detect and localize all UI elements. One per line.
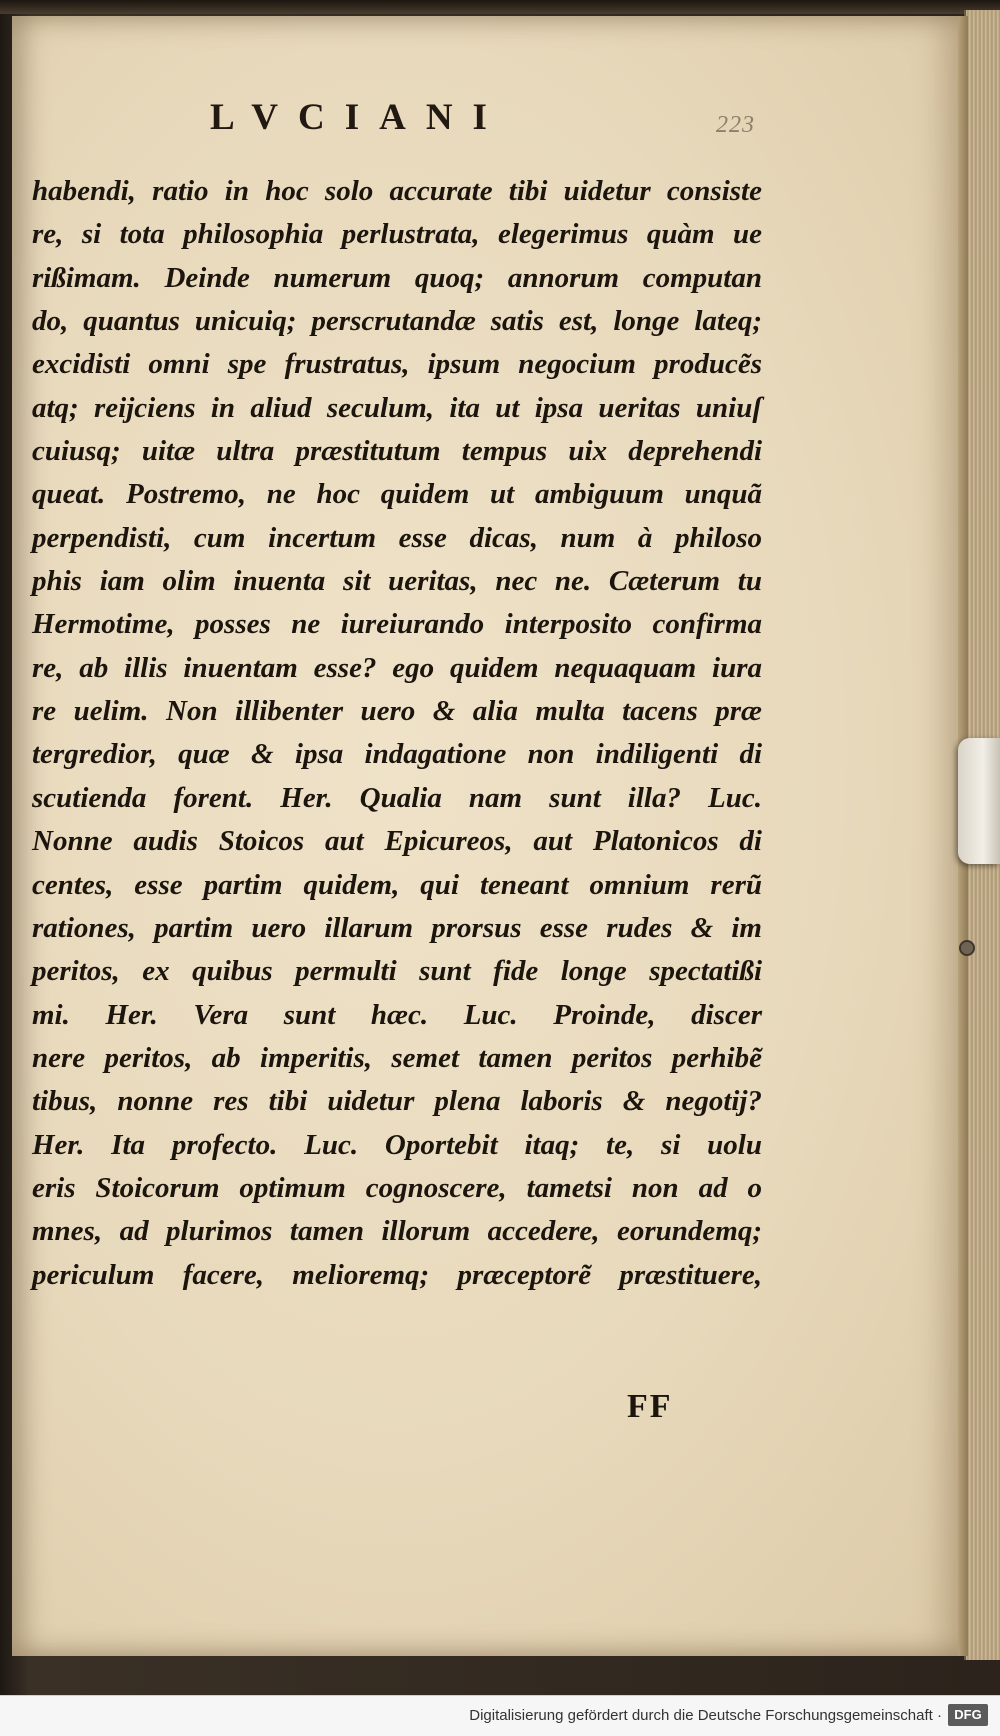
- running-header: LVCIANI: [210, 97, 507, 138]
- text-line: peritos, ex quibus permulti sunt fide longe spectatißi: [32, 955, 762, 988]
- text-line: tibus, nonne res tibi uidetur plena laboris & negotij?: [32, 1085, 762, 1118]
- digitization-footer: [0, 1695, 1000, 1736]
- text-line: habendi, ratio in hoc solo accurate tibi uidetur consiste: [32, 175, 762, 207]
- text-line: Hermotime, posses ne iureiurando interposito confirma: [32, 608, 762, 641]
- text-line: nere peritos, ab imperitis, semet tamen peritos perhibẽ: [32, 1041, 762, 1074]
- text-line: queat. Postremo, ne hoc quidem ut ambiguum unquã: [32, 478, 762, 511]
- text-line: centes, esse partim quidem, qui teneant omnium rerũ: [32, 868, 762, 901]
- text-line: excidisti omni spe frustratus, ipsum negocium producẽs: [32, 348, 762, 381]
- text-line: cuiusq; uitæ ultra præstitutum tempus uix deprehendi: [32, 435, 762, 468]
- footer-credit: Digitalisierung gefördert durch die Deutsche Forschungsgemeinschaft ·: [469, 1707, 942, 1724]
- dfg-logo: DFG: [948, 1704, 988, 1726]
- text-line: phis iam olim inuenta sit ueritas, nec ne. Cæterum tu: [32, 565, 762, 598]
- text-line: Nonne audis Stoicos aut Epicureos, aut Platonicos di: [32, 825, 762, 858]
- text-line: rißimam. Deinde numerum quoq; annorum computan: [32, 261, 762, 294]
- text-line: tergredior, quæ & ipsa indagatione non indiligenti di: [32, 738, 762, 771]
- text-line: Her. Ita profecto. Luc. Oportebit itaq; te, si uolu: [32, 1128, 762, 1161]
- text-line: re, si tota philosophia perlustrata, elegerimus quàm ue: [32, 218, 762, 251]
- text-line: eris Stoicorum optimum cognoscere, tametsi non ad o: [32, 1171, 762, 1204]
- text-line: rationes, partim uero illarum prorsus esse rudes & im: [32, 911, 762, 944]
- page-body-text: [32, 170, 762, 1297]
- folio-number: 223: [716, 112, 755, 138]
- text-line: mi. Her. Vera sunt hæc. Luc. Proinde, discer: [32, 998, 762, 1031]
- text-line: re, ab illis inuentam esse? ego quidem nequaquam iura: [32, 651, 762, 684]
- text-line: perpendisti, cum incertum esse dicas, num à philoso: [32, 521, 762, 554]
- page-clip: [958, 738, 1000, 864]
- text-line: periculum facere, melioremq; præceptorẽ præstituere,: [32, 1258, 762, 1291]
- pin-hole: [959, 940, 975, 956]
- text-line: re uelim. Non illibenter uero & alia multa tacens præ: [32, 695, 762, 728]
- signature-mark: FF: [627, 1388, 673, 1425]
- text-line: scutienda forent. Her. Qualia nam sunt illa? Luc.: [32, 781, 762, 814]
- text-line: atq; reijciens in aliud seculum, ita ut ipsa ueritas uniuſ: [32, 391, 762, 424]
- text-line: mnes, ad plurimos tamen illorum accedere, eorundemq;: [32, 1215, 762, 1248]
- text-line: do, quantus unicuiq; perscrutandæ satis est, longe lateq;: [32, 305, 762, 338]
- book-top-edge: [0, 0, 1000, 14]
